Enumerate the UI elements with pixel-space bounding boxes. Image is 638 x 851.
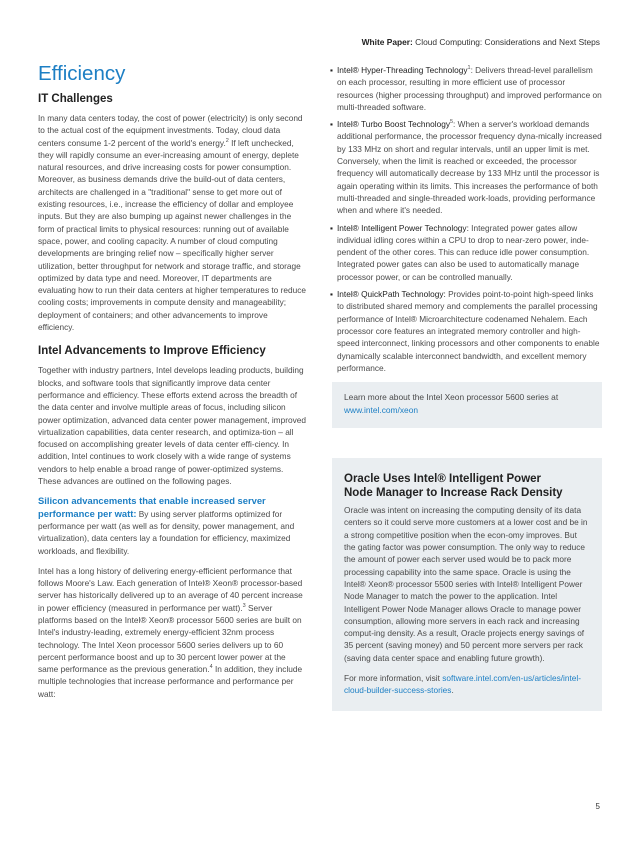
list-item bbox=[330, 118, 602, 216]
it-challenges-paragraph bbox=[38, 112, 306, 333]
bullet-icon: ▪ bbox=[330, 222, 333, 233]
moores-law-paragraph bbox=[38, 565, 306, 700]
footnote-ref: 2 bbox=[225, 137, 229, 144]
silicon-paragraph bbox=[38, 495, 306, 556]
moores-text-c: In addition, they include multiple technologies that increase performance and performance per watt: bbox=[38, 664, 303, 699]
xeon-link[interactable]: www.intel.com/xeon bbox=[344, 404, 419, 415]
bullet-icon: ▪ bbox=[330, 65, 333, 75]
advancements-heading: Intel Advancements to Improve Efficiency bbox=[38, 345, 266, 358]
more-info-label: For more information, visit bbox=[344, 672, 443, 683]
advancements-paragraph-1: Together with industry partners, Intel develops leading products, building blocks, and software tools that significantly improve data center performance and efficiency. These efforts extend across the breadth of the data center and involve multiple areas of focus, including silicon power optimization, advanced data center power management, improved virtualization capabilities, data center research, and optimiza-tion – all focused on accomplishing greater levels of data center effi-ciency. In addition, Intel continues to work closely with a wide range of systems vendors to help enable a broad range of power-optimized systems. These advances are outlined on the following pages. bbox=[38, 365, 306, 487]
oracle-more-info bbox=[344, 672, 590, 697]
right-column bbox=[330, 64, 602, 711]
silicon-lead: Silicon advancements that enable increased server performance per watt: bbox=[38, 495, 266, 519]
footnote-ref: 3 bbox=[242, 602, 246, 609]
bullet-icon: ▪ bbox=[330, 119, 333, 130]
footnote-ref: 5 bbox=[449, 119, 454, 126]
page-number: 5 bbox=[595, 802, 600, 811]
bullet-text: : When a server's workload demands additional performance, the processor frequency dyna-mically increased by 133 MHz on short and regular intervals, until an upper limit is met. Conversely, when the limit is reached or exceeded, the processor frequency will automatically decrease by 133 MHz until the processor is again operating within its limits. This increases the performance of both multi-threaded and single-threaded work-loads, providing performance when and where it's needed. bbox=[337, 119, 602, 216]
oracle-heading bbox=[344, 472, 590, 500]
oracle-sidebar bbox=[332, 458, 602, 710]
more-info-end: . bbox=[451, 685, 454, 696]
callout-label: Learn more about the Intel Xeon processor 5600 series at bbox=[344, 392, 559, 403]
it-challenges-text-b: If left unchecked, they will rapidly consume an ever-increasing amount of energy, deplete natural resources, and drive increasing costs for power consumption. Moreover, as business demands drive the build-out of data centers, architects are challenged in a "traditional" sense to get more out of existing resources, i.e., increase the efficiency of dollar and employee inputs. But they are also bumping up against newer challenges in the form of practical limits to physical resources: running out of available space, power, and cooling capacity. A number of cloud computing developments are bringing relief now – specifically higher server utilization, better throughput for network and storage traffic, and storage optimized by data type and need. Moreover, IT departments are evaluating how to run their data centers at higher temperatures to reduce cooling costs; improvements in compute density and manageability; deployment of containers; and other advancements to improve efficiency. bbox=[38, 137, 306, 333]
left-column bbox=[38, 62, 306, 700]
moores-text-a: Intel has a long history of delivering energy-efficient performance that follows Moore's Law. Each generation of Intel® Xeon® processor-based server has historically delivered up to an average of 40 percent increase in power efficiency (measured in performance per watt). bbox=[38, 565, 303, 613]
bullet-icon: ▪ bbox=[330, 289, 333, 300]
bullet-text: Integrated power gates allow individual idling cores within a CPU to drop to near-zero power, inde-pendent of the other cores. This can reduce idle power consumption. Integrated power gates can also be used to automatically manage processor power, or can be controlled manually. bbox=[337, 222, 590, 282]
silicon-text: By using server platforms optimized for performance per watt (as well as for density, power management, and virtualization), data centers lay a foundation for efficiency, maximized workloads, and flexibility. bbox=[38, 508, 295, 556]
list-item bbox=[330, 64, 602, 113]
bullet-text: Provides point-to-point high-speed links to distributed shared memory and complements the parallel processing performance of Intel® Microarchitecture codenamed Nehalem. Each processor core features an integrated memory controller and high-speed interconnect, linking processors and other components to enable dynamically scalable interconnect bandwidth, and excellent memory performance. bbox=[337, 289, 600, 373]
learn-more-callout bbox=[332, 382, 602, 428]
oracle-heading-line-1: Oracle Uses Intel® Intelligent Power bbox=[344, 473, 542, 486]
technology-list bbox=[330, 64, 602, 374]
list-item bbox=[330, 288, 602, 374]
footnote-ref: 1 bbox=[467, 65, 471, 72]
header-title: Cloud Computing: Considerations and Next Steps bbox=[415, 37, 600, 47]
bullet-term: Intel® Intelligent Power Technology: bbox=[337, 222, 469, 233]
oracle-heading-line-2: Node Manager to Increase Rack Density bbox=[344, 487, 563, 500]
running-header bbox=[362, 37, 600, 47]
it-challenges-heading: IT Challenges bbox=[38, 93, 113, 105]
callout-text bbox=[344, 391, 590, 416]
list-item bbox=[330, 222, 602, 283]
moores-text-b: Server platforms based on the Intel® Xeon® processor 5600 series are built on Intel's industry-leading, extremely energy-efficient 32nm process technology. The Intel Xeon processor 5600 series delivers up to 60 percent performance boost and up to 30 percent lower power at the same performance as the previous generation. bbox=[38, 602, 302, 675]
bullet-term: Intel® QuickPath Technology: bbox=[337, 289, 446, 300]
oracle-paragraph: Oracle was intent on increasing the computing density of its data centers so it could serve more customers at a lower cost and be in a strong competitive position when the econ-omy improves. But the gating factor was power consumption. The only way to reduce the amount of power each server used would be to pack more processing capability into the same space. Oracle is using the Intel® Xeon® processor 5500 series with Intel® Intelligent Power Node Manager to match the power to the application. Intel Intelligent Power Node Manager allows Oracle to manage power consumption, allowing more servers in each rack and increasing comput-ing density. As a result, Oracle projects energy savings of 35 percent (saving money) and 50 percent more servers per rack (saving data center space and enabling future growth). bbox=[344, 505, 588, 663]
it-challenges-text-a: In many data centers today, the cost of power (electricity) is only second to the actual cost of the equipment investments. Today, cloud data centers consume 1-2 percent of the world's energy. bbox=[38, 113, 303, 148]
bullet-term: Intel® Hyper-Threading Technology bbox=[337, 65, 468, 75]
section-title: Efficiency bbox=[38, 62, 126, 85]
header-label: White Paper: bbox=[361, 37, 413, 47]
footnote-ref: 4 bbox=[209, 664, 213, 671]
success-stories-link[interactable]: software.intel.com/en-us/articles/intel-cloud-builder-success-stories bbox=[344, 672, 582, 696]
bullet-text: : Delivers thread-level parallelism on each processor, resulting in more efficient use of processor resources (higher processing throughput) and improved performance on multi-threaded software. bbox=[337, 65, 602, 112]
bullet-term: Intel® Turbo Boost Technology bbox=[337, 119, 450, 130]
